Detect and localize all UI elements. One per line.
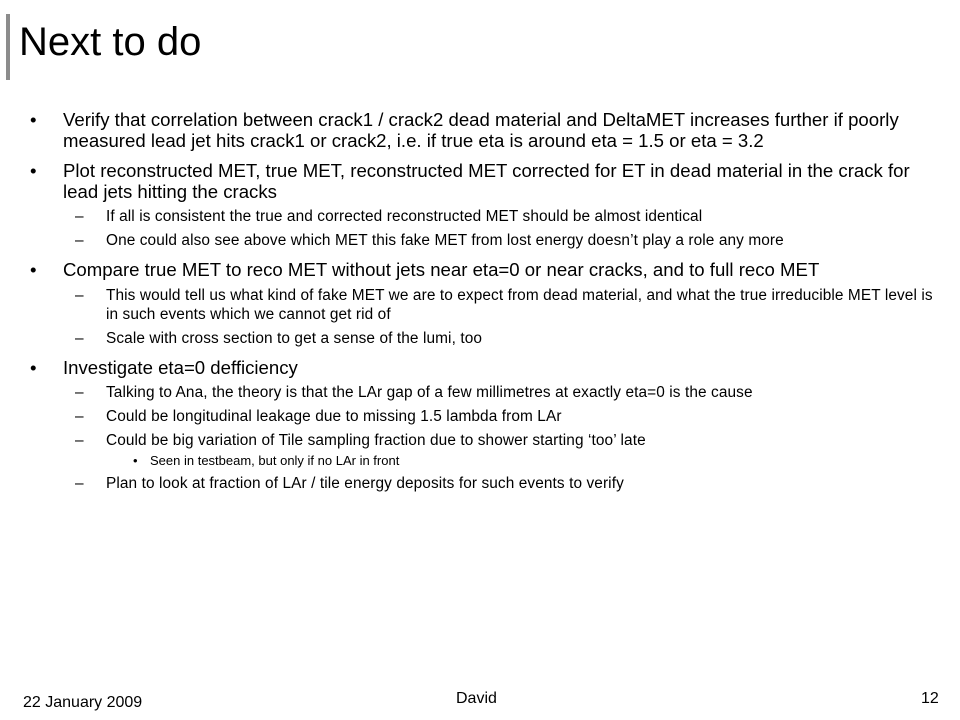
sub-bullet-text: This would tell us what kind of fake MET we are to expect from dead material, and what the true irreducible MET level is in such events which we cannot get rid of [106, 286, 933, 323]
sub-bullet-item [30, 207, 944, 226]
page-number: 12 [921, 690, 939, 707]
bullet-icon: • [30, 160, 37, 181]
sub-bullet-item [30, 431, 944, 450]
bullet-item [30, 110, 944, 151]
sub-bullet-text: One could also see above which MET this fake MET from lost energy doesn’t play a role any more [106, 232, 784, 249]
sub-bullet-text: Scale with cross section to get a sense of the lumi, too [106, 329, 483, 347]
slide-title: Next to do [19, 20, 202, 64]
sub-bullet-item [30, 329, 944, 348]
bullet-text: Compare true MET to reco MET without jets near eta=0 or near cracks, and to full reco MET [63, 259, 820, 280]
dash-icon: – [75, 329, 84, 347]
bullet-item [30, 260, 944, 281]
dash-icon: – [75, 208, 84, 225]
dash-icon: – [75, 475, 84, 492]
sub-sub-bullet-text: Seen in testbeam, but only if no LAr in front [150, 453, 400, 468]
sub-bullet-text: Plan to look at fraction of LAr / tile energy deposits for such events to verify [106, 475, 624, 492]
sub-bullet-text: Could be longitudinal leakage due to missing 1.5 lambda from LAr [106, 408, 562, 425]
sub-bullet-text: Talking to Ana, the theory is that the LAr gap of a few millimetres at exactly eta=0 is the cause [106, 384, 753, 401]
sub-bullet-item [30, 474, 944, 493]
bullet-item [30, 358, 944, 379]
sub-bullet-item [30, 383, 944, 402]
bullet-item [30, 161, 944, 202]
bullet-icon: • [30, 109, 37, 130]
title-accent-bar [6, 14, 10, 80]
bullet-icon: • [30, 356, 37, 378]
bullet-text: Verify that correlation between crack1 / crack2 dead material and DeltaMET increases further if poorly measured lead jet hits crack1 or crack2, i.e. if true eta is around eta = 1.5 or eta = 3.2 [63, 109, 899, 151]
bullet-text: Investigate eta=0 defficiency [63, 356, 298, 378]
dash-icon: – [75, 384, 84, 401]
sub-bullet-item [30, 286, 944, 324]
dash-icon: – [75, 286, 84, 304]
dash-icon: – [75, 408, 84, 425]
sub-bullet-text: If all is consistent the true and corrected reconstructed MET should be almost identical [106, 208, 703, 225]
bullet-icon: • [133, 453, 138, 468]
dash-icon: – [75, 432, 84, 449]
bullet-text: Plot reconstructed MET, true MET, reconstructed MET corrected for ET in dead material in the crack for lead jets hitting the cracks [63, 160, 910, 202]
bullet-icon: • [30, 259, 37, 280]
footer-author: David [456, 690, 497, 707]
sub-bullet-text: Could be big variation of Tile sampling fraction due to shower starting ‘too’ late [106, 432, 646, 449]
sub-bullet-item [30, 231, 944, 250]
footer-date: 22 January 2009 [23, 694, 143, 711]
sub-sub-bullet-item [30, 453, 944, 469]
slide-content [30, 110, 944, 493]
sub-bullet-item [30, 407, 944, 426]
dash-icon: – [75, 232, 84, 249]
